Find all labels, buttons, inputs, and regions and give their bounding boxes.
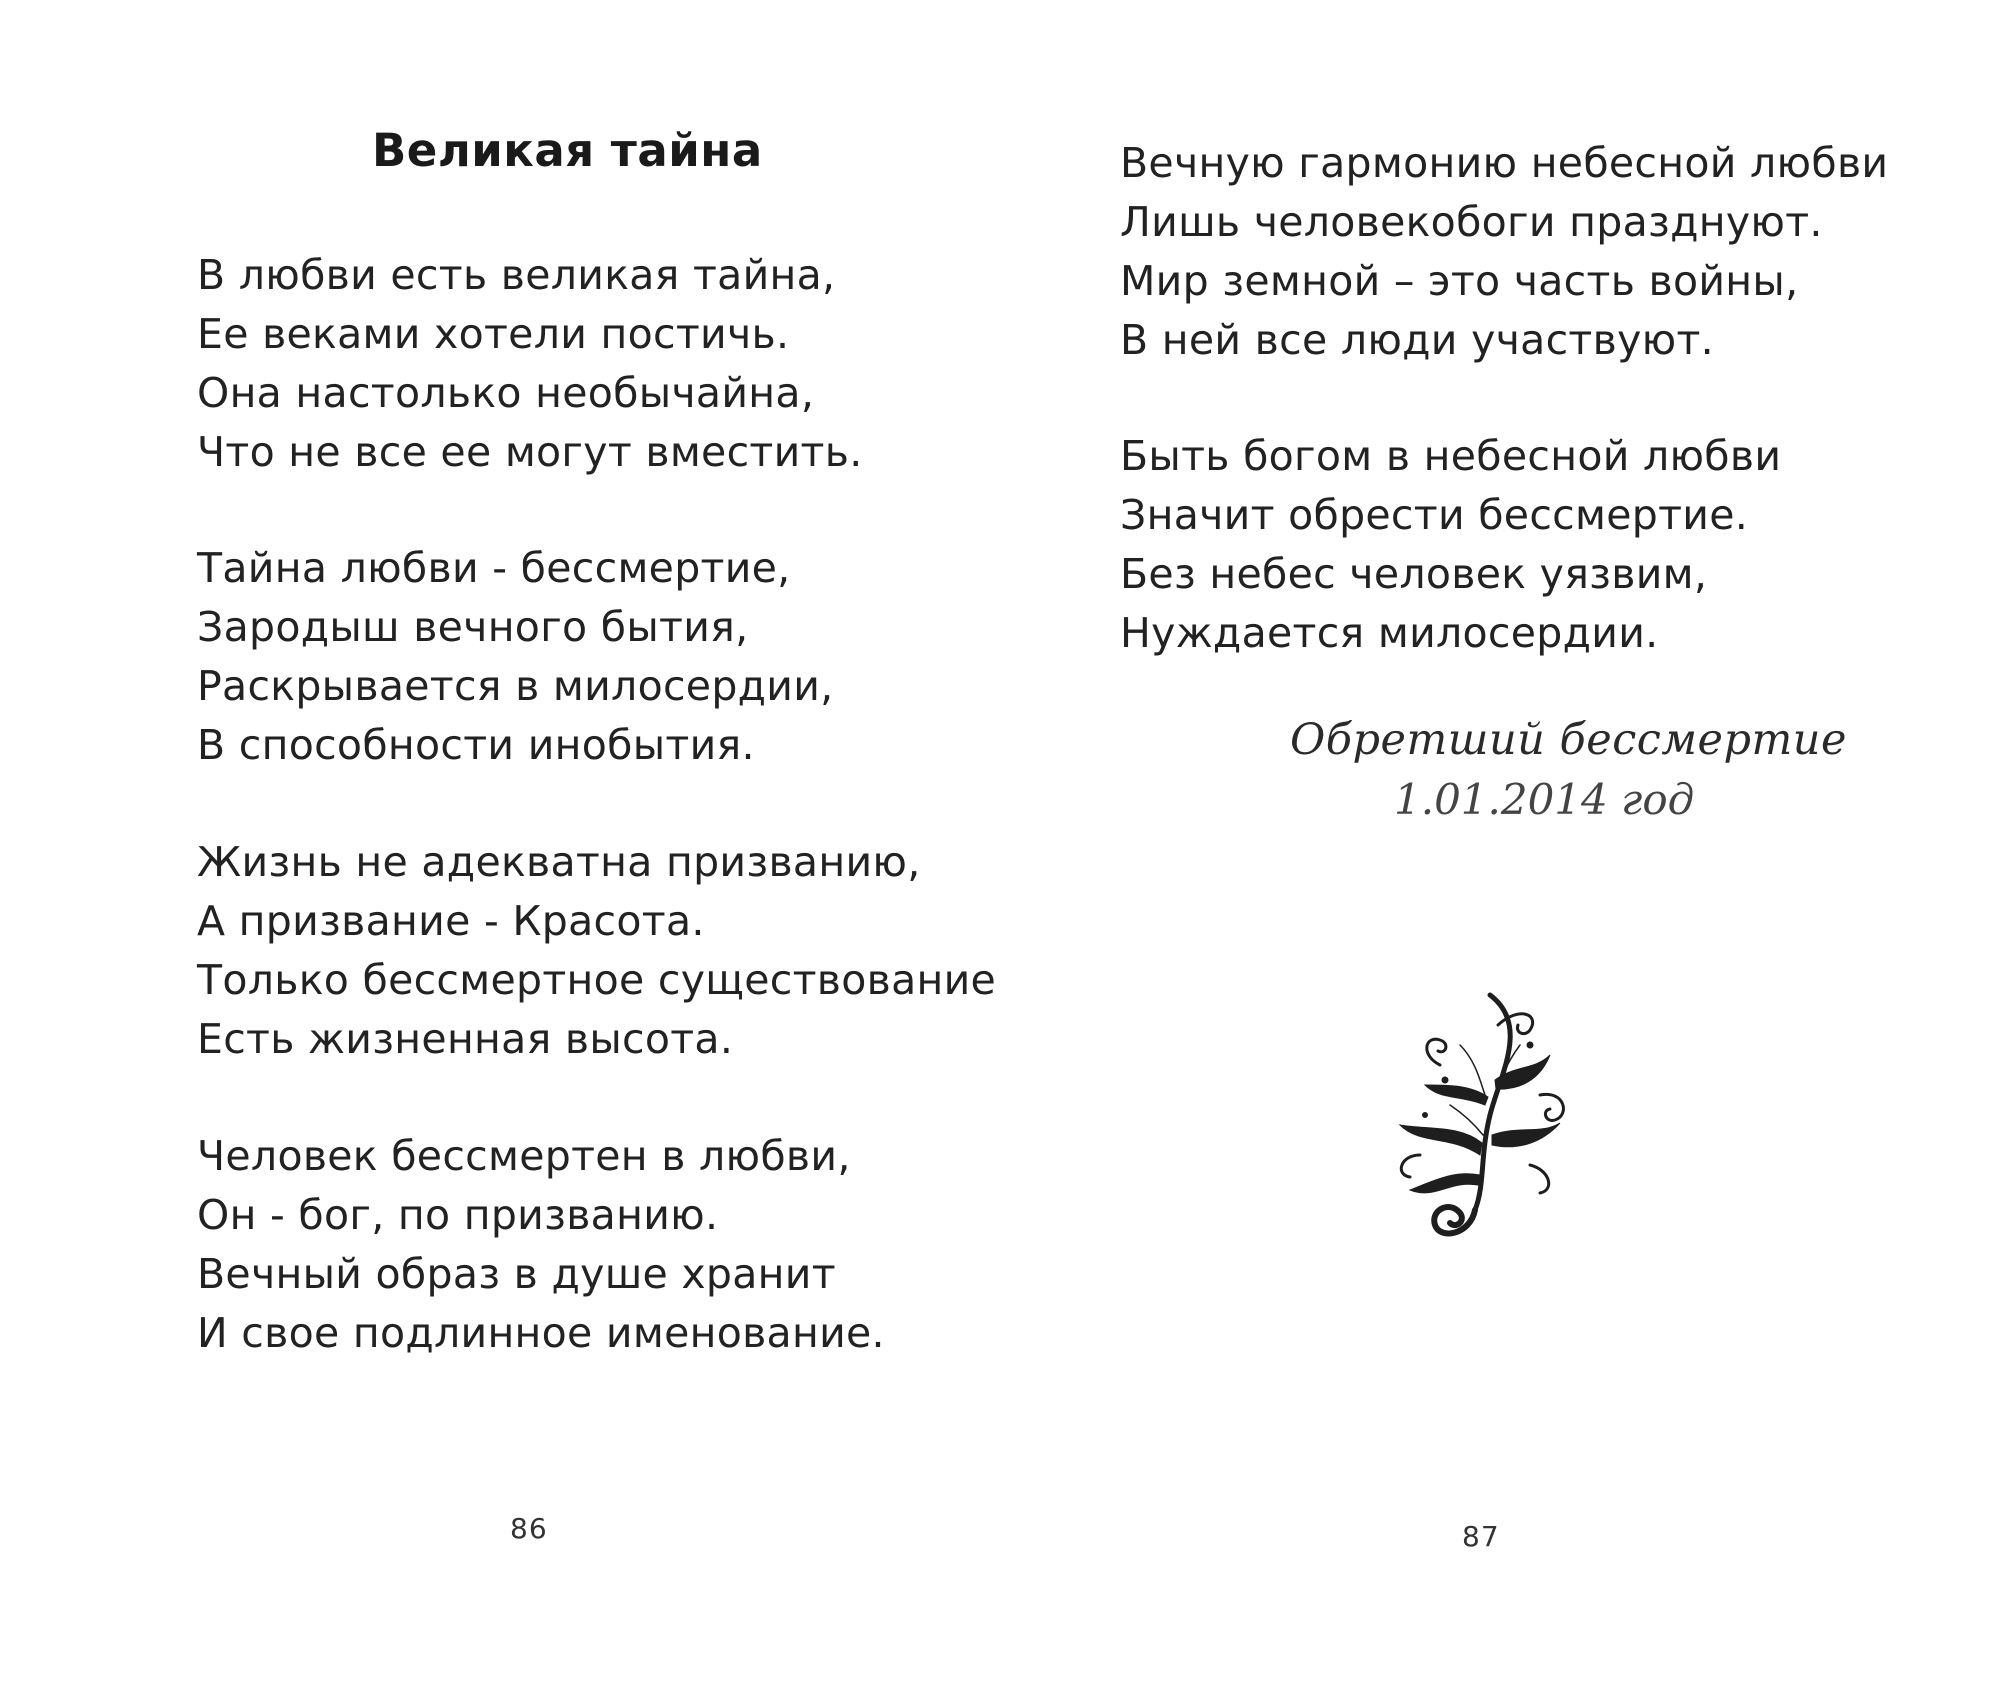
poem-title: Великая тайна xyxy=(372,124,763,177)
page-number: 87 xyxy=(1462,1520,1500,1553)
poem-line: Нуждается милосердии. xyxy=(1120,609,1659,657)
poem-line: Ее веками хотели постичь. xyxy=(197,310,790,358)
poem-line: Он - бог, по призванию. xyxy=(197,1191,719,1239)
poem-line: В любви есть великая тайна, xyxy=(197,251,836,299)
stanza xyxy=(197,1127,885,1363)
poem-line: И свое подлинное именование. xyxy=(197,1309,885,1357)
right-page xyxy=(1000,0,2000,1687)
stanza xyxy=(1120,427,1781,663)
poem-line: Зародыш вечного бытия, xyxy=(197,603,749,651)
poem-line: Значит обрести бессмертие. xyxy=(1120,491,1749,539)
floral-flourish-icon xyxy=(1380,985,1580,1265)
poem-line: Она настолько необычайна, xyxy=(197,369,815,417)
poem-line: Что не все ее могут вместить. xyxy=(197,428,863,476)
poem-line: А призвание - Красота. xyxy=(197,897,705,945)
poem-line: Жизнь не адекватна призванию, xyxy=(197,838,921,886)
poem-line: Человек бессмертен в любви, xyxy=(197,1132,851,1180)
poem-line: В ней все люди участвуют. xyxy=(1120,316,1714,364)
stanza xyxy=(1120,134,1888,370)
stanza xyxy=(197,246,863,482)
stanza xyxy=(197,833,996,1069)
poem-line: Без небес человек уязвим, xyxy=(1120,550,1708,598)
poem-line: Раскрывается в милосердии, xyxy=(197,662,834,710)
signature-name: Обретший бессмертие xyxy=(1290,715,1847,765)
stanza xyxy=(197,539,834,775)
poem-line: Мир земной – это часть войны, xyxy=(1120,257,1799,305)
poem-line: Есть жизненная высота. xyxy=(197,1015,734,1063)
poem-line: Быть богом в небесной любви xyxy=(1120,432,1782,480)
signature-date: 1.01.2014 год xyxy=(1394,775,1695,824)
poem-line: Вечную гармонию небесной любви xyxy=(1120,139,1889,187)
poem-line: Вечный образ в душе хранит xyxy=(197,1250,836,1298)
page-number: 86 xyxy=(510,1512,548,1545)
poem-line: Тайна любви - бессмертие, xyxy=(197,544,791,592)
poem-line: Только бессмертное существование xyxy=(197,956,997,1004)
poem-line: В способности инобытия. xyxy=(197,721,755,769)
poem-line: Лишь человекобоги празднуют. xyxy=(1120,198,1823,246)
